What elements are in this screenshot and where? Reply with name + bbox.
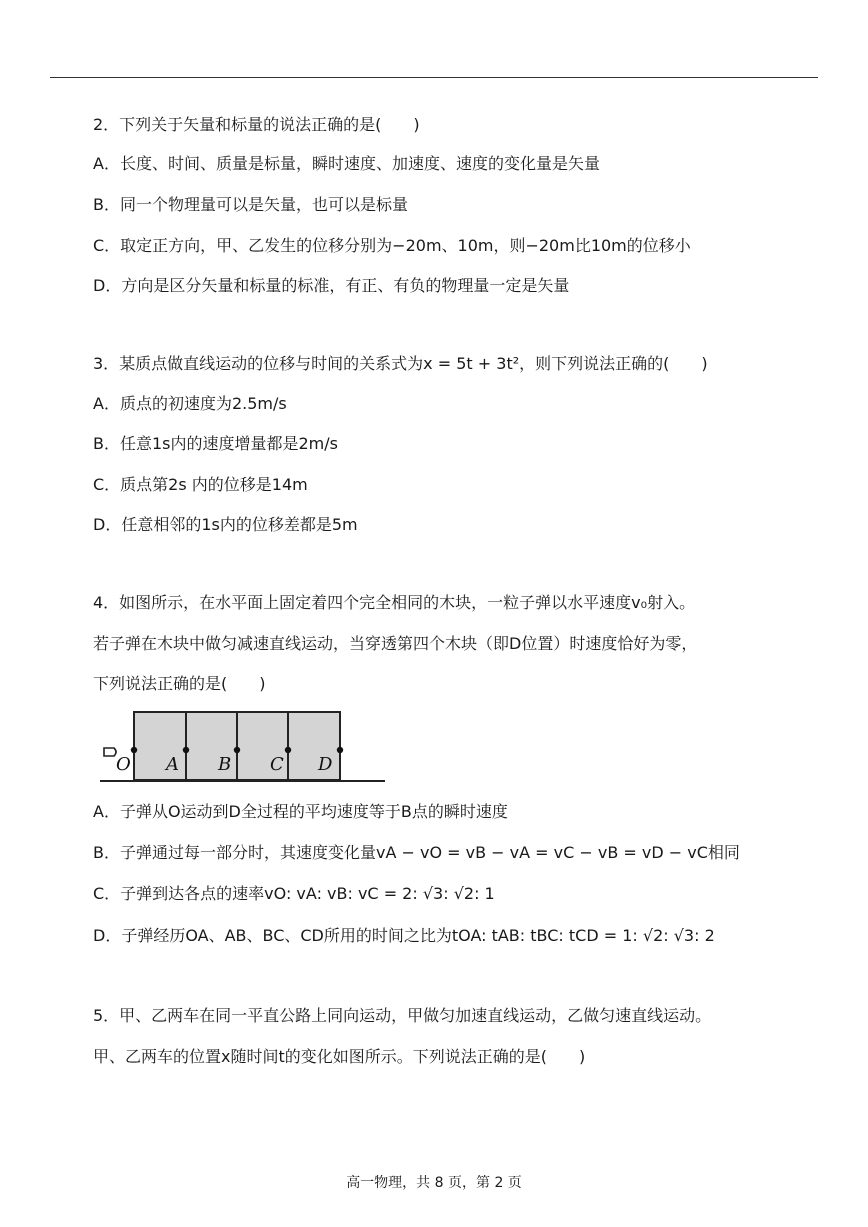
page-footer: 高一物理，共 8 页，第 2 页: [346, 1175, 522, 1191]
q3-option-b: B．任意1s内的速度增量都是2m/s: [93, 434, 338, 453]
q3-option-c: C．质点第2s 内的位移是14m: [93, 475, 308, 494]
point-a: [183, 747, 189, 753]
bullet-icon: [104, 748, 116, 756]
q5-stem-line1: 5．甲、乙两车在同一平直公路上同向运动，甲做匀加速直线运动，乙做匀速直线运动。: [93, 1006, 712, 1025]
wooden-blocks-figure: [100, 708, 390, 786]
q4-option-d: D．子弹经历OA、AB、BC、CD所用的时间之比为tOA: tAB: tBC: tCD = 1: √2: √3: 2: [93, 926, 715, 945]
header-rule: [50, 77, 818, 78]
q2-option-c: C．取定正方向，甲、乙发生的位移分别为−20m、10m，则−20m比10m的位移小: [93, 236, 691, 255]
label-b: B: [218, 754, 232, 775]
label-a: A: [166, 754, 179, 775]
q4-option-b: B．子弹通过每一部分时，其速度变化量vA − vO = vB − vA = vC − vB = vD − vC相同: [93, 843, 740, 862]
point-o: [131, 747, 137, 753]
label-o: O: [116, 754, 131, 775]
q2-option-b: B．同一个物理量可以是矢量，也可以是标量: [93, 195, 408, 214]
point-b: [234, 747, 240, 753]
q3-option-d: D．任意相邻的1s内的位移差都是5m: [93, 515, 358, 534]
q4-stem-line1: 4．如图所示，在水平面上固定着四个完全相同的木块，一粒子弹以水平速度v₀射入。: [93, 593, 696, 612]
q2-option-d: D．方向是区分矢量和标量的标准，有正、有负的物理量一定是矢量: [93, 276, 570, 295]
q2-stem: 2．下列关于矢量和标量的说法正确的是( ): [93, 115, 420, 134]
q4-stem-line3: 下列说法正确的是( ): [93, 674, 266, 693]
q3-option-a: A．质点的初速度为2.5m/s: [93, 394, 287, 413]
label-c: C: [270, 754, 284, 775]
q5-stem-line2: 甲、乙两车的位置x随时间t的变化如图所示。下列说法正确的是( ): [93, 1047, 586, 1066]
q4-stem-line2: 若子弹在木块中做匀减速直线运动，当穿透第四个木块（即D位置）时速度恰好为零，: [93, 634, 698, 653]
label-d: D: [318, 754, 333, 775]
q4-option-a: A．子弹从O运动到D全过程的平均速度等于B点的瞬时速度: [93, 802, 508, 821]
q4-option-c: C．子弹到达各点的速率vO: vA: vB: vC = 2: √3: √2: 1: [93, 884, 495, 903]
q3-stem: 3．某质点做直线运动的位移与时间的关系式为x = 5t + 3t²，则下列说法正确的( ): [93, 354, 708, 373]
point-c: [285, 747, 291, 753]
q2-option-a: A．长度、时间、质量是标量，瞬时速度、加速度、速度的变化量是矢量: [93, 154, 600, 173]
point-d: [337, 747, 343, 753]
